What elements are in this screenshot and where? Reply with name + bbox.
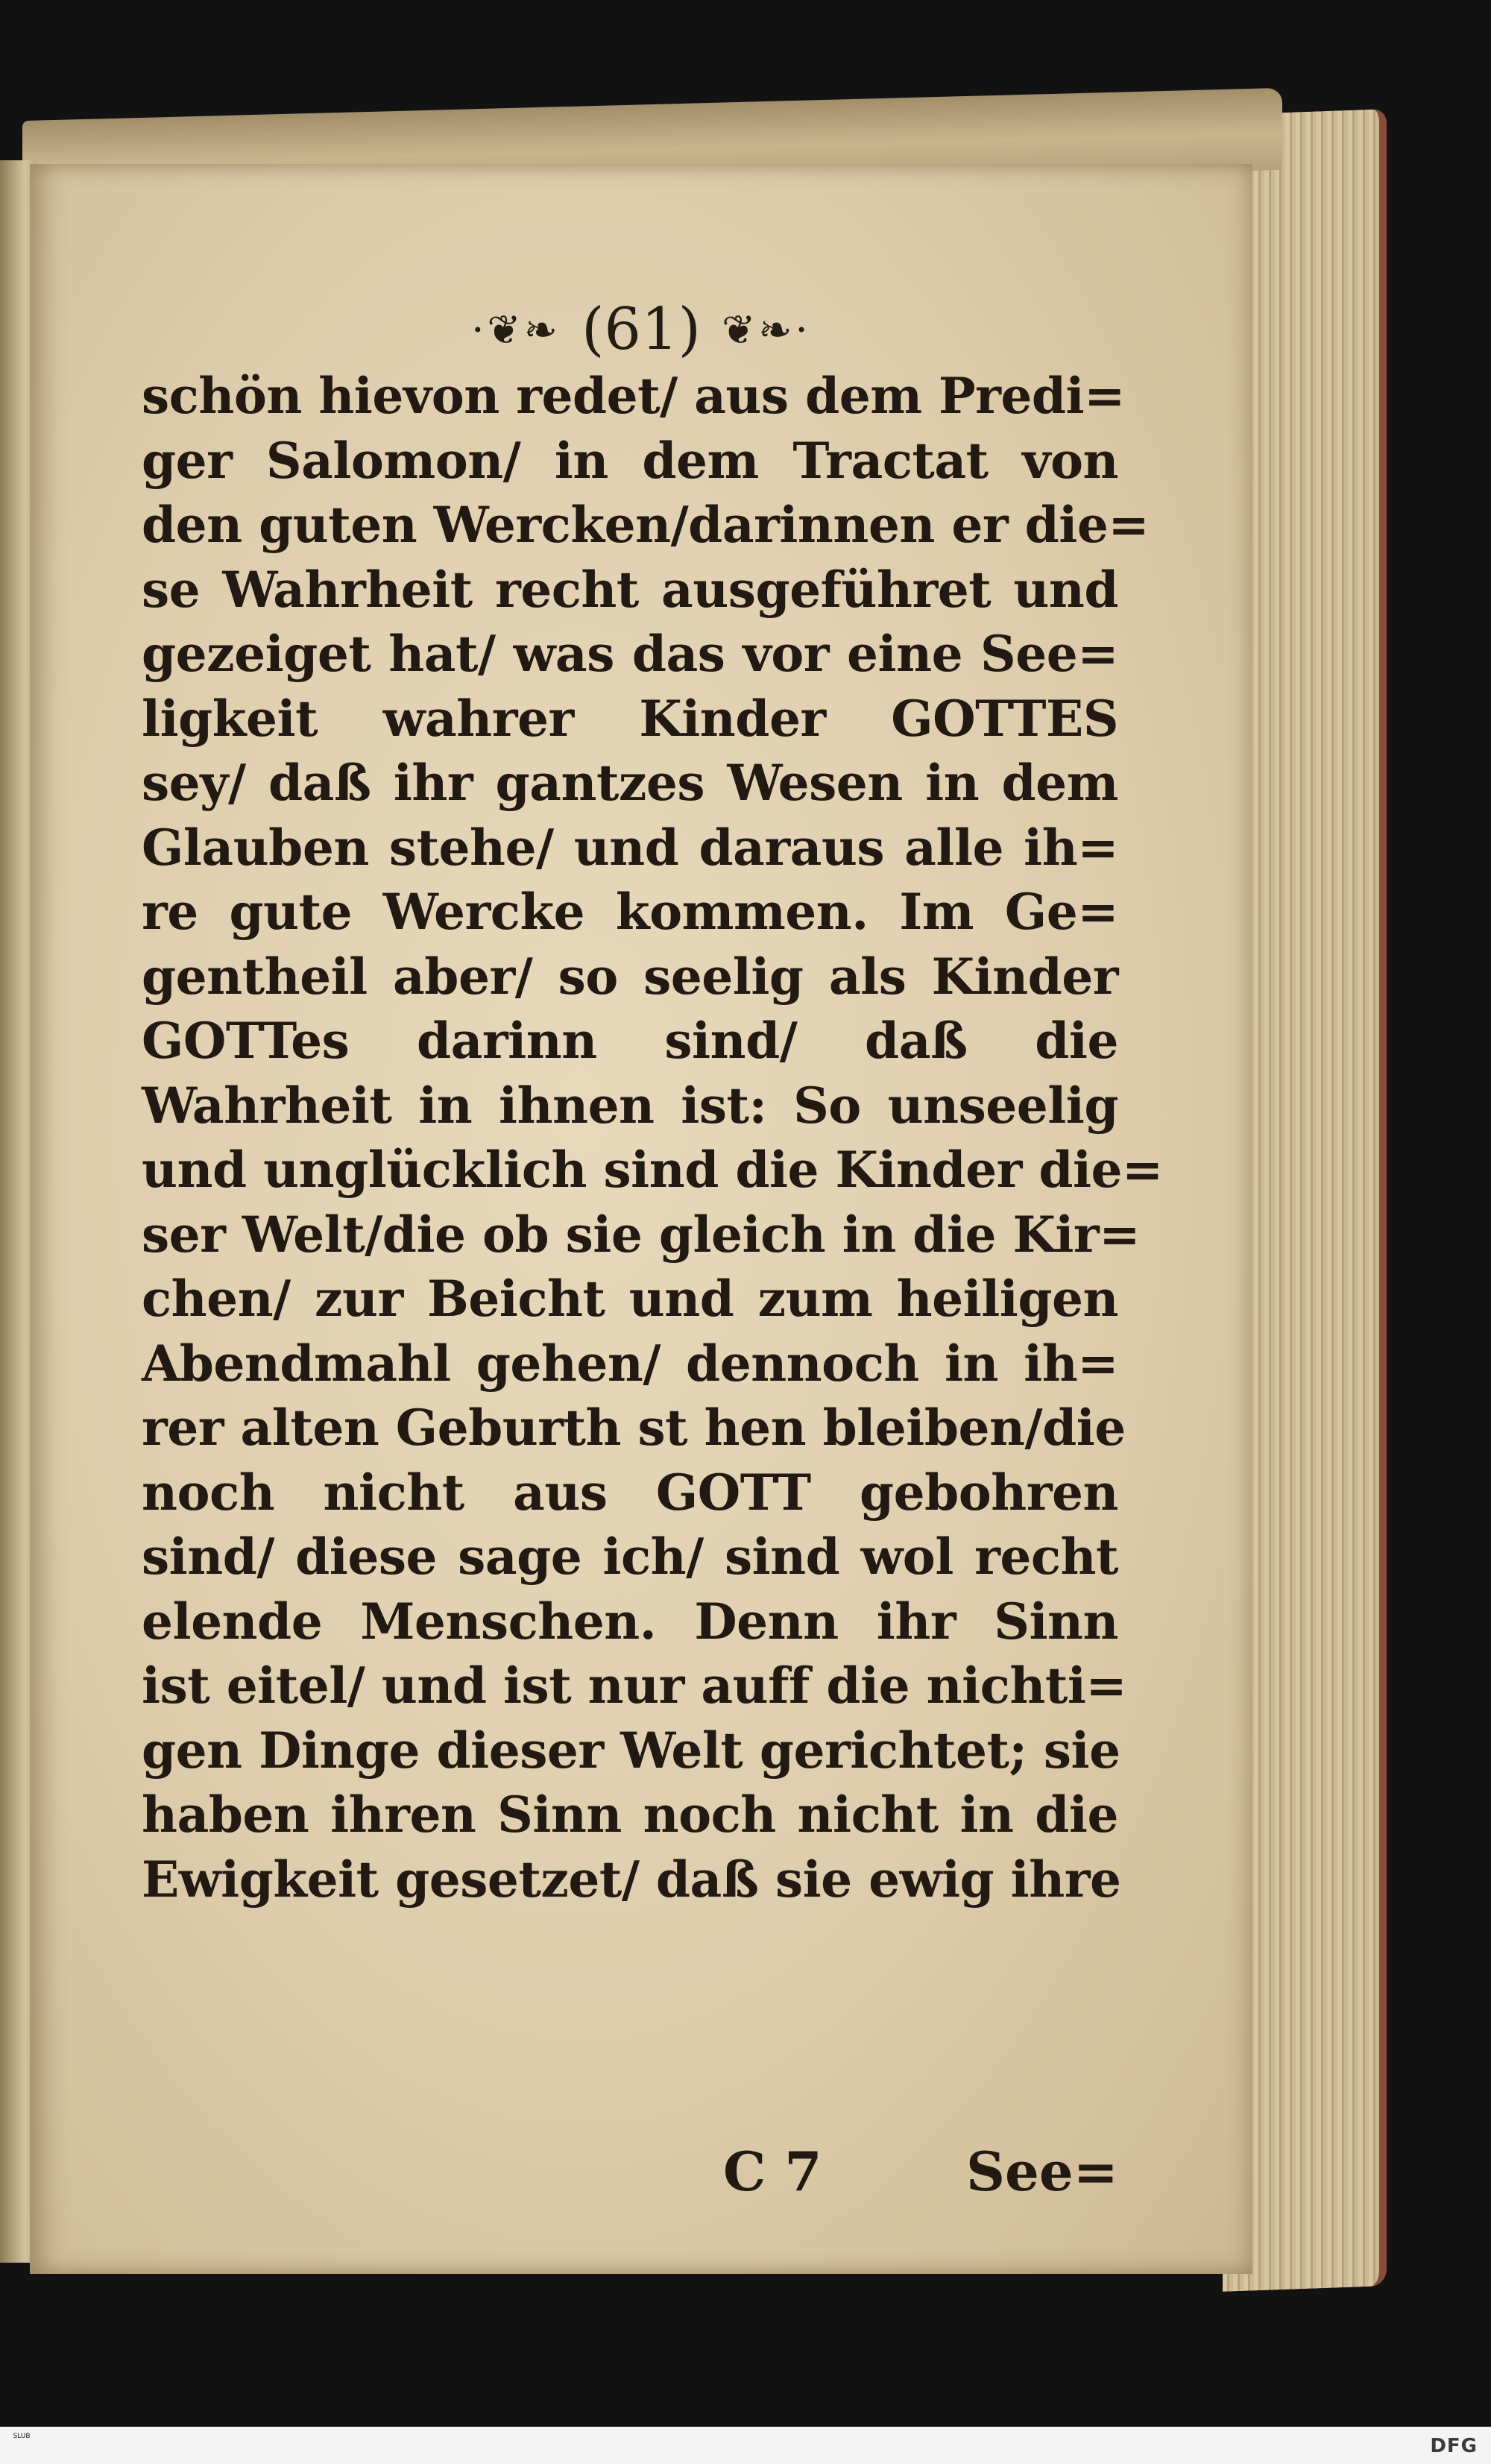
signature-mark: C 7	[723, 2140, 822, 2203]
text-line: re gute Wercke kommen. Im Ge=	[142, 883, 1118, 941]
dfg-logo: DFG	[1430, 2435, 1478, 2457]
text-line: sind/ diese sage ich/ sind wol recht	[142, 1528, 1118, 1586]
text-line: Glauben stehe/ und daraus alle ih=	[142, 818, 1118, 877]
text-line: rer alten Geburth st hen bleiben/die	[142, 1399, 1126, 1457]
text-line: chen/ zur Beicht und zum heiligen	[142, 1270, 1118, 1328]
text-line: ser Welt/die ob sie gleich in die Kir=	[142, 1205, 1140, 1264]
text-line: ligkeit wahrer Kinder GOTTES	[142, 689, 1118, 748]
text-line: haben ihren Sinn noch nicht in die	[142, 1786, 1118, 1844]
text-line: Ewigkeit gesetzet/ daß sie ewig ihre	[142, 1850, 1121, 1909]
book-page	[30, 164, 1252, 2274]
text-line: sey/ daß ihr gantzes Wesen in dem	[142, 754, 1118, 812]
viewer-footer-bar	[0, 2427, 1491, 2464]
text-line: ist eitel/ und ist nur auff die nichti=	[142, 1657, 1127, 1715]
text-line: ger Salomon/ in dem Tractat von	[142, 431, 1118, 490]
text-line: und unglücklich sind die Kinder die=	[142, 1141, 1163, 1199]
body-text	[142, 364, 1163, 1912]
text-line: Wahrheit in ihnen ist: So unseelig	[142, 1076, 1118, 1135]
text-line: noch nicht aus GOTT gebohren	[142, 1463, 1118, 1522]
text-line: elende Menschen. Denn ihr Sinn	[142, 1592, 1118, 1651]
ornament-left-icon: ·❦❧	[471, 306, 561, 353]
page-footer-line	[142, 2140, 1118, 2207]
text-line: gentheil aber/ so seelig als Kinder	[142, 947, 1118, 1006]
text-line: den guten Wercken/darinnen er die=	[142, 496, 1150, 554]
text-line: gen Dinge dieser Welt gerichtet; sie	[142, 1721, 1120, 1780]
page-number: (61)	[581, 296, 702, 363]
slub-logo: SLUB	[13, 2433, 31, 2440]
catchword: See=	[966, 2140, 1118, 2203]
text-line: Abendmahl gehen/ dennoch in ih=	[142, 1334, 1118, 1393]
page-header	[30, 292, 1252, 367]
text-line: schön hievon redet/ aus dem Predi=	[142, 367, 1125, 425]
text-line: se Wahrheit recht ausgeführet und	[142, 560, 1118, 619]
text-line: gezeiget hat/ was das vor eine See=	[142, 625, 1118, 683]
ornament-right-icon: ❦❧·	[722, 306, 811, 353]
text-line: GOTTes darinn sind/ daß die	[142, 1012, 1118, 1070]
